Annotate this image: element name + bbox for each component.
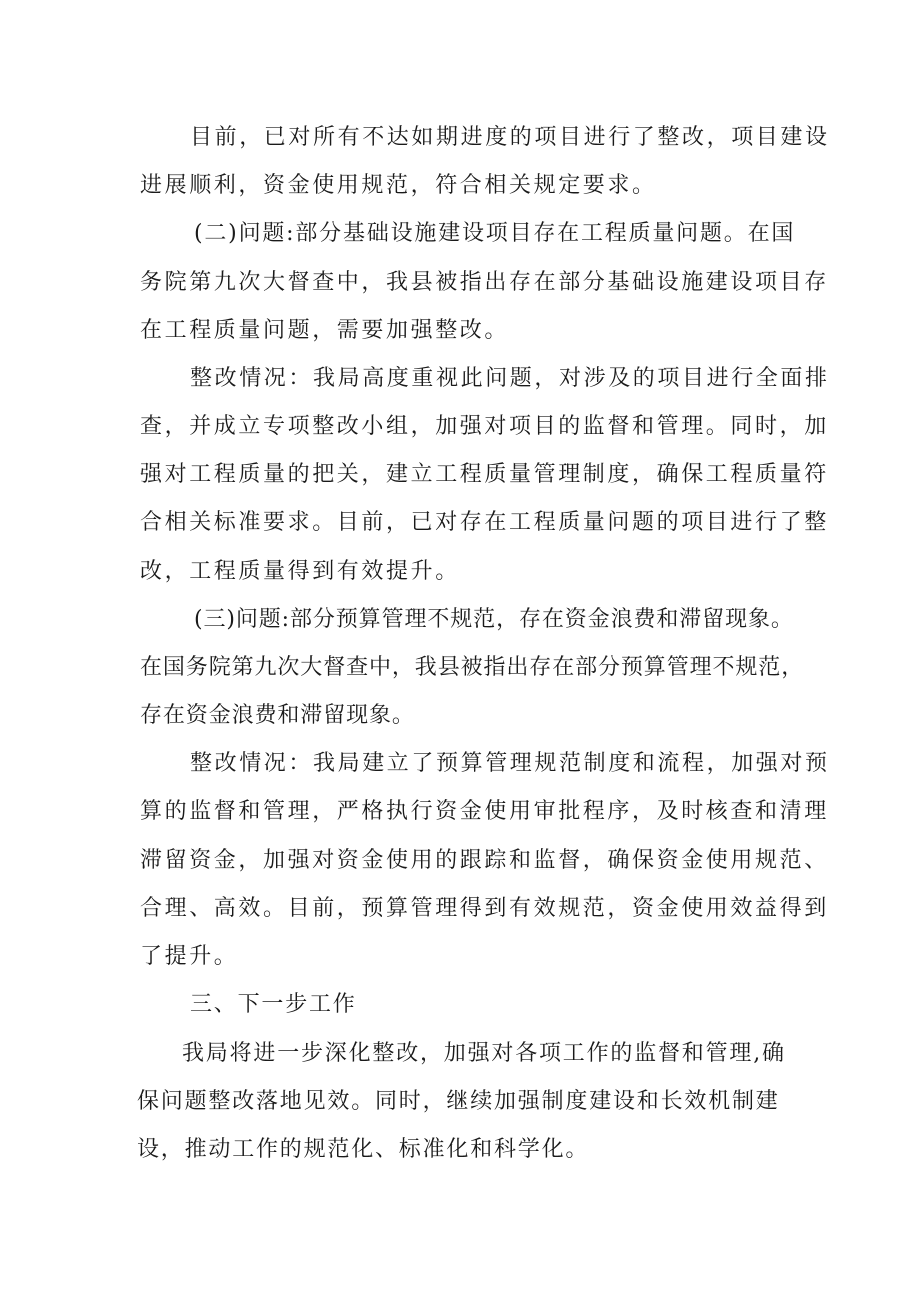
text-line: 存在资金浪费和滞留现象。 xyxy=(140,703,415,728)
text-line: 合相关标准要求。目前，已对存在工程质量问题的项目进行了整 xyxy=(140,510,829,535)
text-line: 保问题整改落地见效。同时，继续加强制度建设和长效机制建 xyxy=(137,1089,780,1114)
text-line: 了提升。 xyxy=(140,944,239,969)
text-line: 滞留资金，加强对资金使用的跟踪和监督，确保资金使用规范、 xyxy=(140,848,829,873)
text-line: 改，工程质量得到有效提升。 xyxy=(140,559,460,584)
text-line: 在国务院第九次大督查中，我县被指出存在部分预算管理不规范， xyxy=(140,655,805,680)
text-line: 整改情况：我局建立了预算管理规范制度和流程，加强对预 xyxy=(190,751,830,776)
text-line: 务院第九次大督查中，我县被指出存在部分基础设施建设项目存 xyxy=(140,270,829,295)
section-heading: 三、下一步工作 xyxy=(190,992,357,1017)
section-heading: (三)问题:部分预算管理不规范，存在资金浪费和滞留现象。 xyxy=(194,607,794,632)
text-line: 强对工程质量的把关，建立工程质量管理制度，确保工程质量符 xyxy=(140,462,829,487)
text-line: 整改情况：我局高度重视此问题，对涉及的项目进行全面排 xyxy=(190,366,830,391)
text-line: 在工程质量问题，需要加强整改。 xyxy=(140,318,510,343)
text-line: 目前，已对所有不达如期进度的项目进行了整改，项目建设 xyxy=(190,125,830,150)
text-line: 进展顺利，资金使用规范，符合相关规定要求。 xyxy=(140,173,657,198)
text-line: 算的监督和管理，严格执行资金使用审批程序，及时核查和清理 xyxy=(140,799,829,824)
text-line: 查，并成立专项整改小组，加强对项目的监督和管理。同时，加 xyxy=(140,414,829,439)
text-line: 合理、高效。目前，预算管理得到有效规范，资金使用效益得到 xyxy=(140,896,829,921)
text-line: 我局将进一步深化整改，加强对各项工作的监督和管理,确 xyxy=(182,1041,786,1066)
text-line: 设，推动工作的规范化、标准化和科学化。 xyxy=(137,1137,590,1162)
section-heading: (二)问题:部分基础设施建设项目存在工程质量问题。在国 xyxy=(194,221,796,246)
